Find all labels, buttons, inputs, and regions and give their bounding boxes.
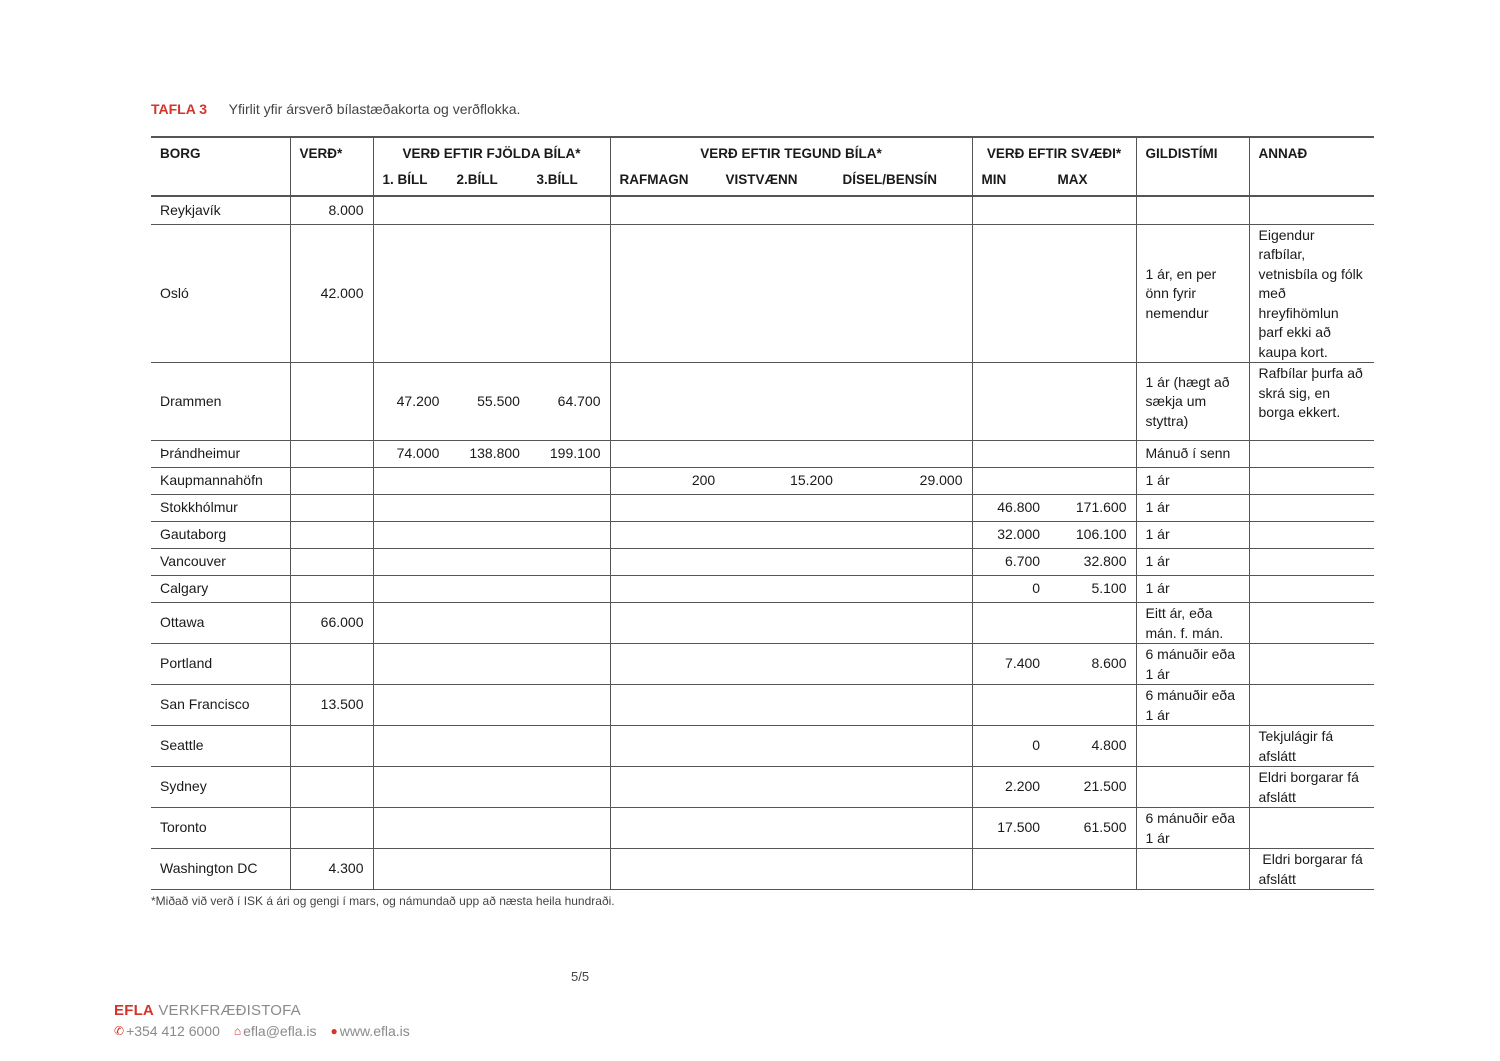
header-min: MIN <box>981 172 1007 187</box>
brand-suffix: VERKFRÆÐISTOFA <box>158 1002 301 1019</box>
cell-borg-td <box>151 224 290 363</box>
cell-verd-td <box>290 603 373 644</box>
cell-gildistimi: 1 ár <box>1145 499 1170 516</box>
table-row <box>151 603 1374 644</box>
web-address[interactable]: www.efla.is <box>339 1023 410 1039</box>
cell-gildistimi: 1 ár <box>1145 553 1170 570</box>
header-bill-3: 3.BÍLL <box>536 172 578 187</box>
table-row <box>151 849 1374 890</box>
footer-web[interactable] <box>331 1023 410 1039</box>
cell-gildistimi-td <box>1136 808 1249 849</box>
cell-verd-td <box>290 644 373 685</box>
cell-fjoldi <box>373 196 610 224</box>
cell-bill-3: 199.100 <box>549 445 601 462</box>
table-row <box>151 767 1374 808</box>
header-tegund-sub <box>610 169 972 196</box>
cell-gildistimi-td <box>1136 468 1249 495</box>
page-number: 5/5 <box>571 969 590 984</box>
cell-verd-td <box>290 363 373 441</box>
cell-borg: Reykjavík <box>160 201 221 218</box>
cell-bill-2: 138.800 <box>469 445 520 462</box>
cell-annad-td <box>1249 726 1374 767</box>
cell-verd: 42.000 <box>320 284 364 301</box>
cell-bill-2: 55.500 <box>477 392 520 409</box>
header-blank <box>1249 169 1374 196</box>
cell-verd-td <box>290 441 373 468</box>
cell-svaedi <box>972 767 1136 808</box>
cell-gildistimi-td <box>1136 224 1249 363</box>
cell-gildistimi-td <box>1136 644 1249 685</box>
cell-tegund <box>610 726 972 767</box>
cell-max: 8.600 <box>1091 655 1127 672</box>
cell-verd-td <box>290 468 373 495</box>
cell-gildistimi: 1 ár <box>1145 580 1170 597</box>
table-row <box>151 224 1374 363</box>
header-rafmagn: RAFMAGN <box>619 172 689 187</box>
cell-verd-td <box>290 549 373 576</box>
cell-verd-td <box>290 685 373 726</box>
cell-borg-td <box>151 363 290 441</box>
header-bill-1: 1. BÍLL <box>382 172 428 187</box>
globe-icon: ● <box>330 1024 338 1038</box>
cell-borg: Osló <box>160 284 189 301</box>
cell-max: 171.600 <box>1075 499 1127 516</box>
cell-borg-td <box>151 685 290 726</box>
table-row <box>151 576 1374 603</box>
table-title: Yfirlit yfir ársverð bílastæðakorta og verðflokka. <box>228 101 521 117</box>
header-verd: VERÐ* <box>290 137 373 169</box>
cell-borg: San Francisco <box>160 696 250 713</box>
cell-gildistimi: 6 mánuðir eða 1 ár <box>1145 810 1236 846</box>
cell-tegund <box>610 495 972 522</box>
cell-max: 21.500 <box>1083 778 1127 795</box>
cell-annad: Rafbílar þurfa að skrá sig, en borga ekkert. <box>1258 365 1367 420</box>
cell-borg-td <box>151 644 290 685</box>
cell-borg: Calgary <box>160 580 209 597</box>
cell-borg: Toronto <box>160 819 207 836</box>
cell-verd-td <box>290 808 373 849</box>
cell-vistvaenn: 15.200 <box>790 472 833 489</box>
cell-tegund <box>610 196 972 224</box>
cell-tegund <box>610 808 972 849</box>
cell-fjoldi <box>373 685 610 726</box>
parking-price-table <box>151 136 1374 890</box>
cell-bill-1: 47.200 <box>396 392 440 409</box>
cell-svaedi <box>972 441 1136 468</box>
cell-borg-td <box>151 849 290 890</box>
cell-fjoldi <box>373 603 610 644</box>
cell-gildistimi-td <box>1136 363 1249 441</box>
cell-verd-td <box>290 522 373 549</box>
cell-min: 32.000 <box>997 526 1041 543</box>
cell-svaedi <box>972 808 1136 849</box>
table-row <box>151 196 1374 224</box>
cell-tegund <box>610 644 972 685</box>
cell-svaedi <box>972 522 1136 549</box>
cell-bill-3: 64.700 <box>557 392 601 409</box>
footnote: *Miðað við verð í ISK á ári og gengi í mars, og námundað upp að næsta heila hundraði. <box>151 894 615 908</box>
table-row <box>151 441 1374 468</box>
cell-bill-1: 74.000 <box>396 445 440 462</box>
cell-annad-td <box>1249 363 1374 441</box>
cell-tegund <box>610 363 972 441</box>
cell-svaedi <box>972 363 1136 441</box>
cell-verd-td <box>290 224 373 363</box>
cell-gildistimi-td <box>1136 196 1249 224</box>
cell-verd-td <box>290 767 373 808</box>
header-max: MAX <box>1057 172 1088 187</box>
table-row <box>151 644 1374 685</box>
cell-min: 2.200 <box>1005 778 1041 795</box>
cell-borg: Washington DC <box>160 860 258 877</box>
cell-annad-td <box>1249 644 1374 685</box>
cell-tegund <box>610 767 972 808</box>
cell-verd: 4.300 <box>328 860 364 877</box>
cell-borg: Þrándheimur <box>160 445 241 462</box>
cell-borg: Sydney <box>160 778 207 795</box>
header-tegund: VERÐ EFTIR TEGUND BÍLA* <box>610 137 972 169</box>
cell-verd-td <box>290 726 373 767</box>
cell-borg: Drammen <box>160 392 222 409</box>
cell-max: 32.800 <box>1083 553 1127 570</box>
cell-verd: 13.500 <box>320 696 364 713</box>
header-vistvaenn: VISTVÆNN <box>725 172 798 187</box>
cell-gildistimi: 6 mánuðir eða 1 ár <box>1145 687 1236 723</box>
cell-tegund <box>610 849 972 890</box>
cell-verd: 66.000 <box>320 614 364 631</box>
cell-max: 4.800 <box>1091 737 1127 754</box>
header-svaedi-sub <box>972 169 1136 196</box>
cell-annad: Eldri borgarar fá afslátt <box>1258 851 1367 887</box>
cell-svaedi <box>972 224 1136 363</box>
cell-annad: Eigendur rafbílar, vetnisbíla og fólk með hreyfihömlun þarf ekki að kaupa kort. <box>1258 226 1367 360</box>
cell-verd-td <box>290 849 373 890</box>
cell-borg: Gautaborg <box>160 526 227 543</box>
cell-annad-td <box>1249 549 1374 576</box>
email-address[interactable]: efla@efla.is <box>243 1023 317 1039</box>
cell-gildistimi-td <box>1136 849 1249 890</box>
cell-borg: Ottawa <box>160 614 205 631</box>
cell-gildistimi: 1 ár <box>1145 526 1170 543</box>
cell-borg-td <box>151 196 290 224</box>
cell-gildistimi: Eitt ár, eða mán. f. mán. <box>1145 605 1224 641</box>
table-row <box>151 468 1374 495</box>
cell-svaedi <box>972 468 1136 495</box>
cell-tegund <box>610 576 972 603</box>
brand-logo: EFLA <box>114 1002 154 1019</box>
cell-svaedi <box>972 576 1136 603</box>
cell-tegund <box>610 549 972 576</box>
cell-borg: Vancouver <box>160 553 226 570</box>
cell-annad-td <box>1249 468 1374 495</box>
cell-annad-td <box>1249 522 1374 549</box>
cell-gildistimi: 6 mánuðir eða 1 ár <box>1145 646 1236 682</box>
cell-borg: Seattle <box>160 737 204 754</box>
cell-fjoldi <box>373 808 610 849</box>
cell-svaedi <box>972 726 1136 767</box>
cell-annad-td <box>1249 767 1374 808</box>
home-icon: ⌂ <box>233 1024 242 1038</box>
table-row <box>151 808 1374 849</box>
cell-annad-td <box>1249 495 1374 522</box>
cell-borg: Kaupmannahöfn <box>160 472 263 489</box>
cell-annad-td <box>1249 196 1374 224</box>
cell-svaedi <box>972 685 1136 726</box>
cell-max: 5.100 <box>1091 580 1127 597</box>
cell-fjoldi <box>373 224 610 363</box>
cell-borg-td <box>151 603 290 644</box>
cell-gildistimi-td <box>1136 576 1249 603</box>
cell-svaedi <box>972 196 1136 224</box>
cell-svaedi <box>972 495 1136 522</box>
cell-borg-td <box>151 495 290 522</box>
table-row <box>151 726 1374 767</box>
cell-annad-td <box>1249 224 1374 363</box>
cell-gildistimi: 1 ár <box>1145 472 1170 489</box>
cell-max: 106.100 <box>1075 526 1127 543</box>
cell-fjoldi <box>373 363 610 441</box>
cell-fjoldi <box>373 495 610 522</box>
header-fjoldi-sub <box>373 169 610 196</box>
cell-gildistimi-td <box>1136 522 1249 549</box>
cell-tegund <box>610 468 972 495</box>
table-row <box>151 685 1374 726</box>
cell-fjoldi <box>373 522 610 549</box>
cell-gildistimi-td <box>1136 726 1249 767</box>
cell-annad-td <box>1249 808 1374 849</box>
header-svaedi: VERÐ EFTIR SVÆÐI* <box>972 137 1136 169</box>
cell-svaedi <box>972 644 1136 685</box>
cell-borg-td <box>151 441 290 468</box>
cell-borg-td <box>151 576 290 603</box>
cell-tegund <box>610 441 972 468</box>
cell-borg-td <box>151 767 290 808</box>
header-gildistimi: GILDISTÍMI <box>1136 137 1249 169</box>
cell-min: 46.800 <box>997 499 1041 516</box>
cell-annad-td <box>1249 685 1374 726</box>
cell-verd-td <box>290 495 373 522</box>
cell-max: 61.500 <box>1083 819 1127 836</box>
cell-min: 6.700 <box>1005 553 1041 570</box>
cell-annad-td <box>1249 441 1374 468</box>
header-borg: BORG <box>151 137 290 169</box>
footer-phone <box>114 1023 220 1039</box>
cell-verd: 8.000 <box>328 201 364 218</box>
cell-fjoldi <box>373 441 610 468</box>
cell-min: 7.400 <box>1005 655 1041 672</box>
footer-contact <box>114 1023 410 1039</box>
header-blank <box>151 169 290 196</box>
header-annad: ANNAÐ <box>1249 137 1374 169</box>
table-row <box>151 522 1374 549</box>
cell-tegund <box>610 522 972 549</box>
cell-borg: Portland <box>160 655 213 672</box>
table-caption <box>151 101 520 117</box>
table-row <box>151 495 1374 522</box>
cell-gildistimi: Mánuð í senn <box>1145 445 1231 462</box>
cell-borg: Stokkhólmur <box>160 499 238 516</box>
header-blank <box>290 169 373 196</box>
cell-annad: Tekjulágir fá afslátt <box>1258 728 1338 764</box>
cell-fjoldi <box>373 726 610 767</box>
cell-fjoldi <box>373 549 610 576</box>
cell-borg-td <box>151 522 290 549</box>
cell-tegund <box>610 603 972 644</box>
footer-email[interactable] <box>234 1023 317 1039</box>
cell-tegund <box>610 685 972 726</box>
header-bill-2: 2.BÍLL <box>456 172 498 187</box>
cell-min: 0 <box>1032 580 1041 597</box>
cell-fjoldi <box>373 644 610 685</box>
table-row <box>151 549 1374 576</box>
cell-fjoldi <box>373 767 610 808</box>
header-blank <box>1136 169 1249 196</box>
cell-fjoldi <box>373 468 610 495</box>
cell-gildistimi-td <box>1136 549 1249 576</box>
cell-verd-td <box>290 576 373 603</box>
cell-rafmagn: 200 <box>691 472 716 489</box>
cell-gildistimi: 1 ár (hægt að sækja um styttra) <box>1145 373 1230 429</box>
cell-annad-td <box>1249 603 1374 644</box>
cell-borg-td <box>151 468 290 495</box>
cell-gildistimi-td <box>1136 685 1249 726</box>
cell-annad: Eldri borgarar fá afslátt <box>1258 769 1363 805</box>
cell-gildistimi-td <box>1136 603 1249 644</box>
cell-svaedi <box>972 549 1136 576</box>
cell-gildistimi-td <box>1136 495 1249 522</box>
cell-borg-td <box>151 549 290 576</box>
table-label: TAFLA 3 <box>151 101 207 117</box>
cell-svaedi <box>972 849 1136 890</box>
header-fjoldi: VERÐ EFTIR FJÖLDA BÍLA* <box>373 137 610 169</box>
cell-gildistimi-td <box>1136 767 1249 808</box>
cell-tegund <box>610 224 972 363</box>
phone-icon: ✆ <box>114 1024 125 1038</box>
cell-borg-td <box>151 808 290 849</box>
cell-fjoldi <box>373 576 610 603</box>
cell-svaedi <box>972 603 1136 644</box>
table-row <box>151 363 1374 441</box>
cell-annad-td <box>1249 576 1374 603</box>
header-disel: DÍSEL/BENSÍN <box>842 172 938 187</box>
cell-min: 0 <box>1032 737 1041 754</box>
cell-borg-td <box>151 726 290 767</box>
phone-number: +354 412 6000 <box>126 1023 220 1039</box>
cell-disel: 29.000 <box>919 472 963 489</box>
cell-gildistimi: 1 ár, en per önn fyrir nemendur <box>1145 265 1217 321</box>
cell-fjoldi <box>373 849 610 890</box>
cell-annad-td <box>1249 849 1374 890</box>
cell-verd-td <box>290 196 373 224</box>
cell-gildistimi-td <box>1136 441 1249 468</box>
cell-min: 17.500 <box>997 819 1041 836</box>
footer-brand <box>114 1002 301 1019</box>
